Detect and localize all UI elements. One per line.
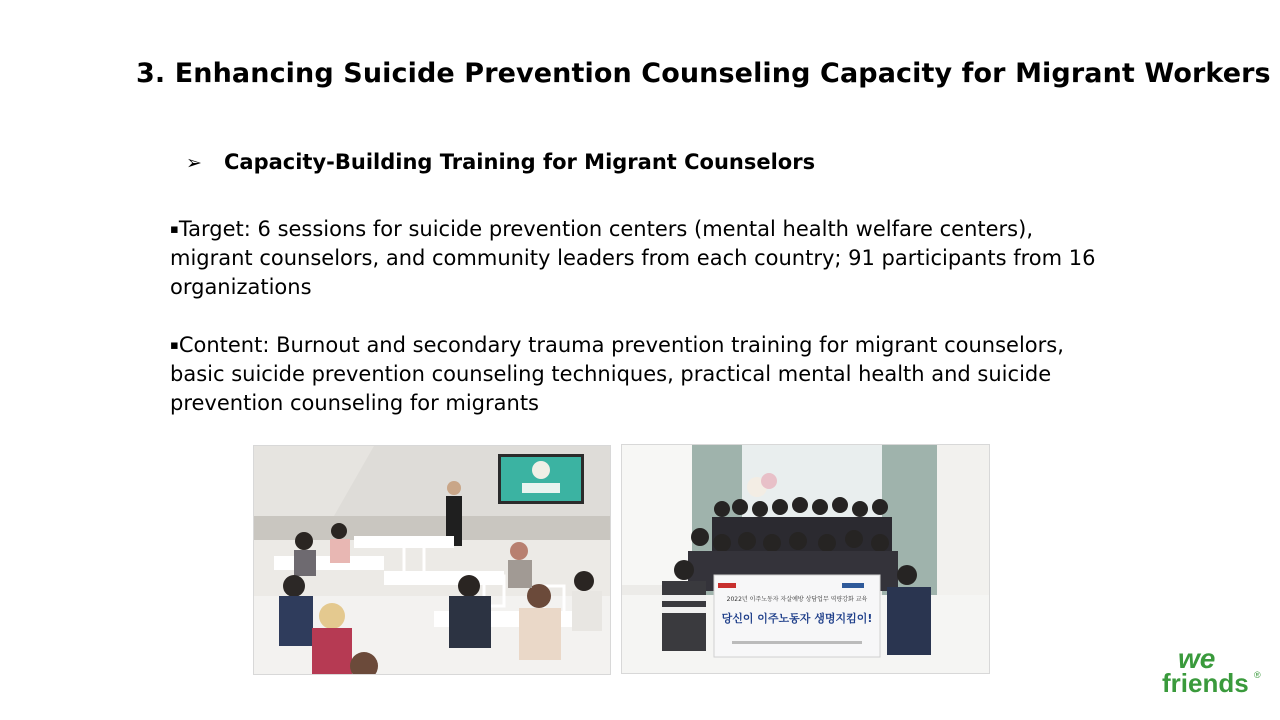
- subheading-text: Capacity-Building Training for Migrant Counselors: [224, 150, 816, 174]
- training-session-photo: [253, 445, 611, 675]
- bullet-content-text: Content: Burnout and secondary trauma prevention training for migrant counselors, basic suicide prevention counseling techniques, practical mental health and suicide prevention counseling for migrants: [170, 333, 1064, 415]
- banner-line1: 2022년 이주노동자 자살예방 상담업무 역량강화 교육: [726, 596, 868, 603]
- banner-line2: 당신이 이주노동자 생명지킴이!: [721, 612, 873, 625]
- slide-title: 3. Enhancing Suicide Prevention Counseling Capacity for Migrant Workers: [136, 58, 1271, 89]
- logo-we: we: [1178, 643, 1216, 674]
- bullet-content: [170, 331, 1120, 418]
- arrow-bullet-icon: ➢: [186, 152, 202, 174]
- bullet-target-text: Target: 6 sessions for suicide prevention centers (mental health welfare centers), migrant counselors, and community leaders from each country; 91 participants from 16 organizations: [170, 217, 1096, 299]
- square-bullet-icon: ▪: [170, 222, 179, 237]
- logo-registered-mark: ®: [1254, 670, 1261, 680]
- square-bullet-icon: ▪: [170, 338, 179, 353]
- subheading: [186, 150, 815, 174]
- logo-friends: friends: [1162, 668, 1249, 698]
- we-friends-logo: [1160, 642, 1264, 698]
- group-photo: [621, 444, 990, 674]
- bullet-target: [170, 215, 1120, 302]
